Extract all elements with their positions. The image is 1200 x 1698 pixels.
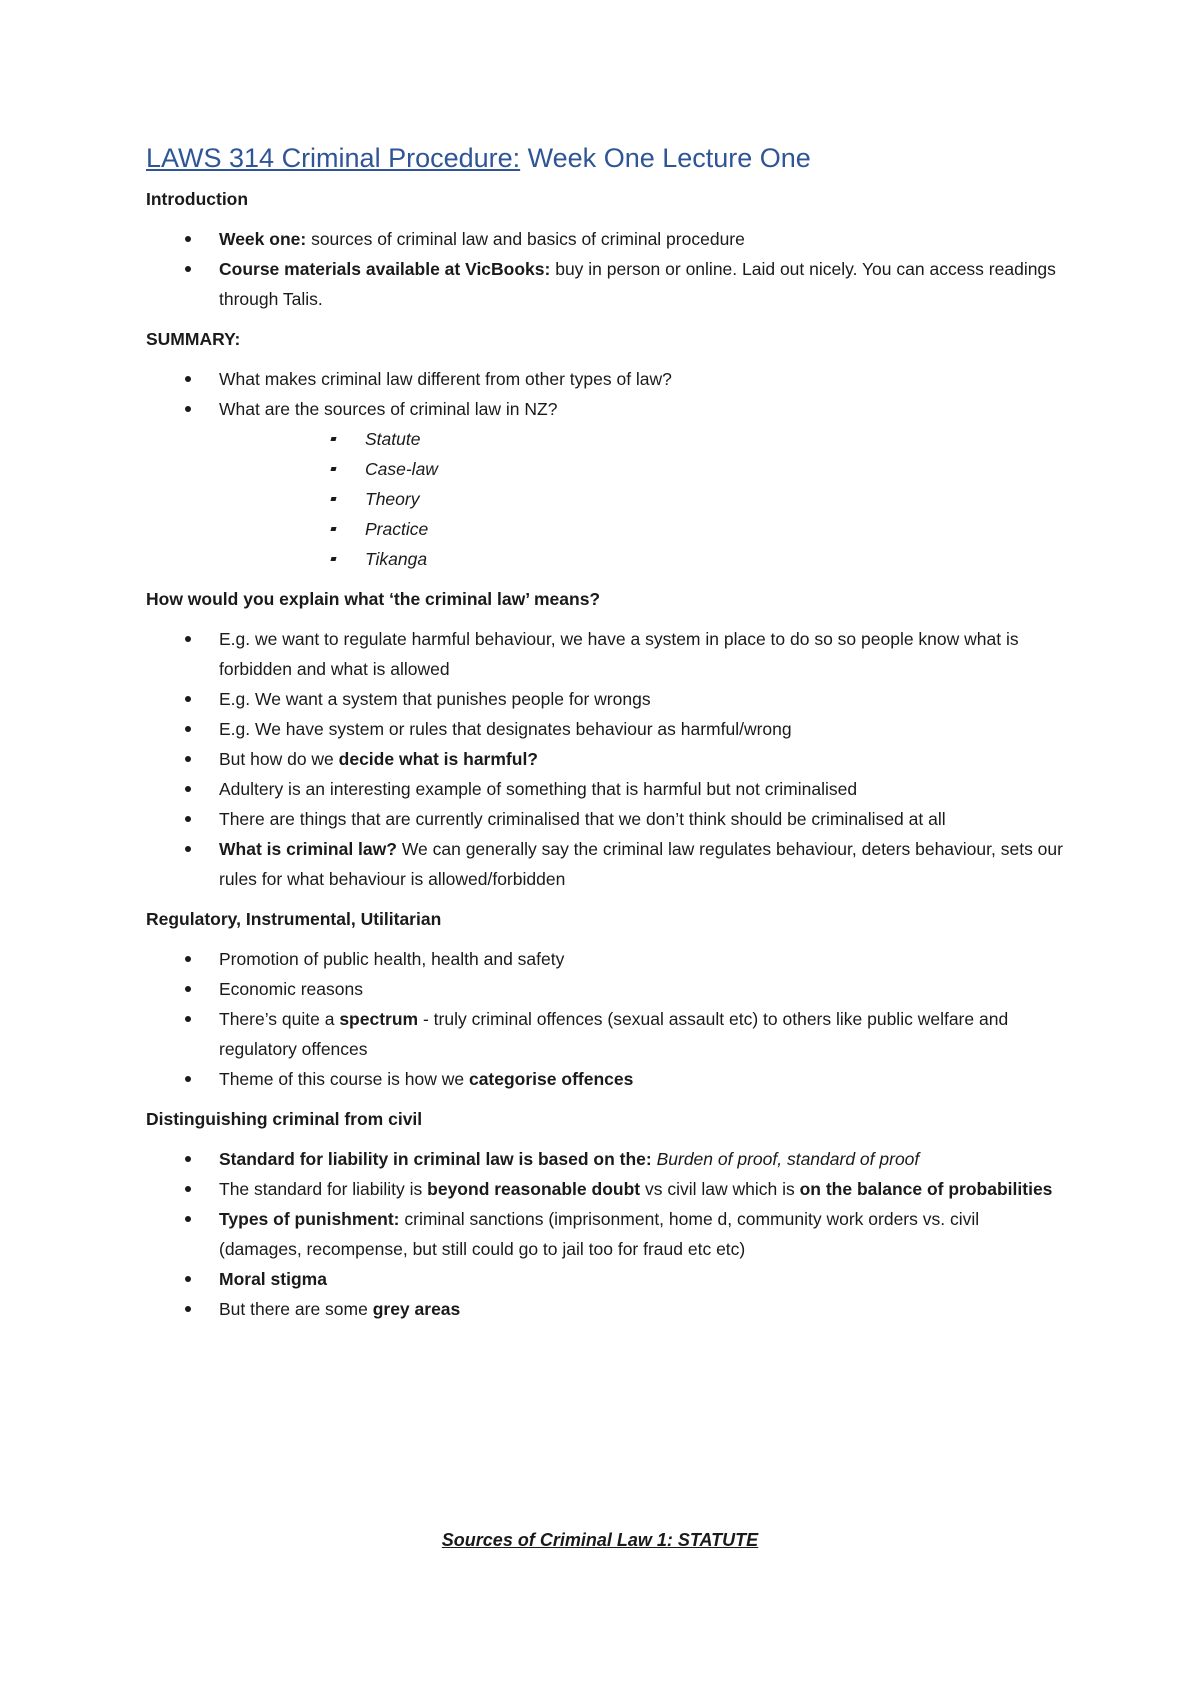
list-item: Types of punishment: criminal sanctions (imprisonment, home d, community work orders vs. civil (damages, recompense, but still could go to jail too for fraud etc etc) <box>146 1204 1066 1264</box>
document-page <box>146 142 1066 1338</box>
list-item: What is criminal law? We can generally say the criminal law regulates behaviour, deters behaviour, sets our rules for what behaviour is allowed/forbidden <box>146 834 1066 894</box>
distinguish-heading: Distinguishing criminal from civil <box>146 1109 423 1130</box>
title-lecture: Week One Lecture One <box>520 143 811 173</box>
list-item: Standard for liability in criminal law is based on the: Burden of proof, standard of proof <box>146 1144 1066 1174</box>
list-item: Adultery is an interesting example of something that is harmful but not criminalised <box>146 774 1066 804</box>
list-item: Week one: sources of criminal law and basics of criminal procedure <box>146 224 1066 254</box>
explain-list <box>146 624 1066 894</box>
list-item: Promotion of public health, health and safety <box>146 944 1066 974</box>
list-item: The standard for liability is beyond reasonable doubt vs civil law which is on the balance of probabilities <box>146 1174 1066 1204</box>
list-item: What are the sources of criminal law in NZ? Statute Case-law Theory Practice Tikanga <box>146 394 1066 574</box>
list-item: But there are some grey areas <box>146 1294 1066 1324</box>
sublist-item: Practice <box>219 514 1066 544</box>
list-item: Theme of this course is how we categorise offences <box>146 1064 1066 1094</box>
summary-heading: SUMMARY: <box>146 329 241 350</box>
list-item: But how do we decide what is harmful? <box>146 744 1066 774</box>
sources-sublist <box>219 424 1066 574</box>
explain-heading: How would you explain what ‘the criminal law’ means? <box>146 589 601 610</box>
list-item: E.g. We want a system that punishes people for wrongs <box>146 684 1066 714</box>
list-item: E.g. We have system or rules that designates behaviour as harmful/wrong <box>146 714 1066 744</box>
regulatory-list <box>146 944 1066 1094</box>
distinguish-list <box>146 1144 1066 1324</box>
regulatory-heading: Regulatory, Instrumental, Utilitarian <box>146 909 442 930</box>
intro-heading: Introduction <box>146 189 249 210</box>
list-item: There are things that are currently criminalised that we don’t think should be criminalised at all <box>146 804 1066 834</box>
sublist-item: Theory <box>219 484 1066 514</box>
list-item: E.g. we want to regulate harmful behaviour, we have a system in place to do so so people know what is forbidden and what is allowed <box>146 624 1066 684</box>
list-item: What makes criminal law different from other types of law? <box>146 364 1066 394</box>
document-title <box>146 142 1066 174</box>
title-course: LAWS 314 Criminal Procedure: <box>146 143 521 173</box>
summary-list <box>146 364 1066 574</box>
sublist-item: Tikanga <box>219 544 1066 574</box>
list-item: Moral stigma <box>146 1264 1066 1294</box>
sublist-item: Case-law <box>219 454 1066 484</box>
sublist-item: Statute <box>219 424 1066 454</box>
intro-list <box>146 224 1066 314</box>
list-item: Economic reasons <box>146 974 1066 1004</box>
sources-section-title: Sources of Criminal Law 1: STATUTE <box>441 1530 759 1550</box>
list-item: There’s quite a spectrum - truly criminal offences (sexual assault etc) to others like public welfare and regulatory offences <box>146 1004 1066 1064</box>
list-item: Course materials available at VicBooks: buy in person or online. Laid out nicely. You can access readings through Talis. <box>146 254 1066 314</box>
